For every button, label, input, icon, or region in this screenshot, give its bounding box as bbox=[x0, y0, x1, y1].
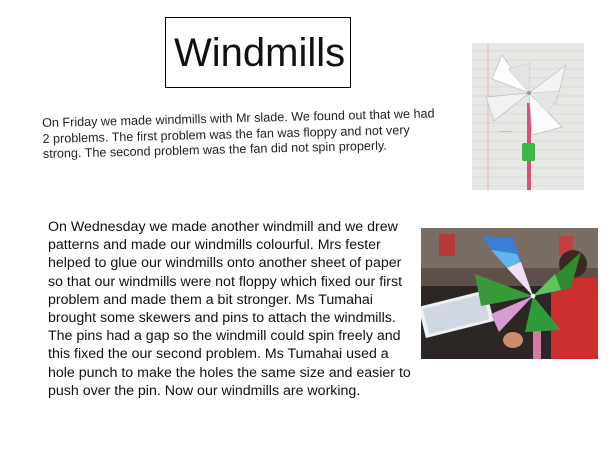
page-title: Windmills bbox=[174, 30, 346, 75]
title-box bbox=[165, 17, 351, 88]
svg-text:~~~~~: ~~~~~ bbox=[500, 129, 512, 134]
colourful-windmill-image bbox=[421, 228, 598, 359]
paragraph-friday: On Friday we made windmills with Mr slade. We found out that we had 2 problems. The first problem was the fan was floppy and not very strong. The second problem was the fan did not spin properly. bbox=[42, 106, 435, 161]
paragraph-wednesday: On Wednesday we made another windmill and we drew patterns and made our windmills colourful. Mrs fester helped to glue our windmills onto another sheet of paper so that our windmills were not floppy which fixed our first problem and made them a bit stronger. Ms Tumahai brought some skewers and pins to attach the windmills. The pins had a gap so the windmill could spin freely and this fixed the our second problem. Ms Tumahai used a hole punch to make the holes the same size and easier to push over the pin. Now our windmills are working. bbox=[48, 219, 411, 399]
white-windmill-photo bbox=[472, 43, 584, 190]
white-windmill-image bbox=[472, 43, 584, 190]
colourful-windmill-photo bbox=[421, 228, 598, 359]
